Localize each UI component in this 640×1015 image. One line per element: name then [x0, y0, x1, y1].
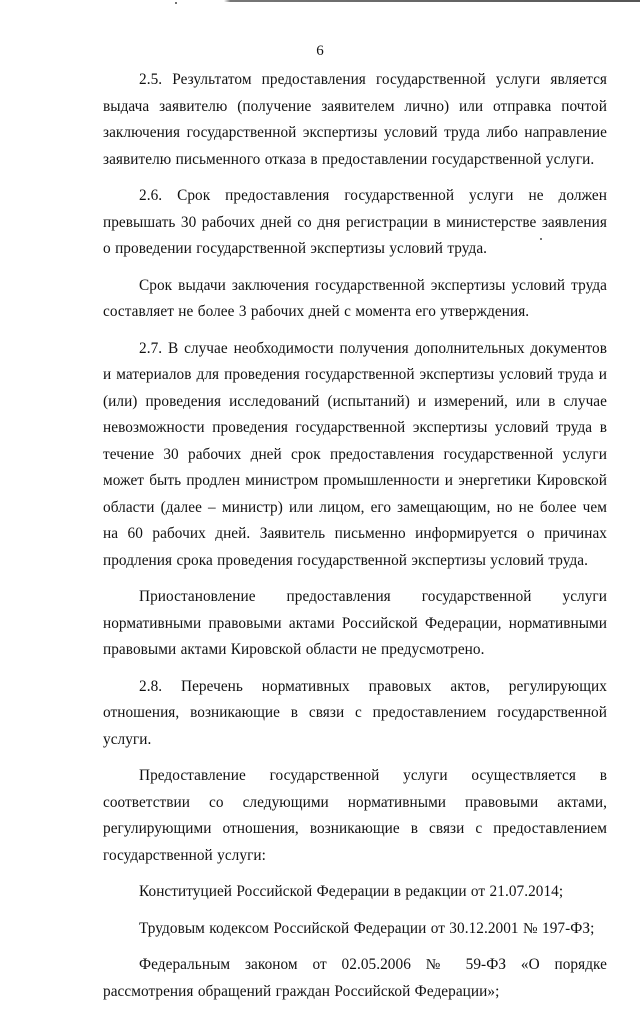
paragraph-labor-code: Трудовым кодексом Российской Федерации от 30.12.2001 № 197-ФЗ; [139, 919, 595, 937]
paragraph-constitution: Конституцией Российской Федерации в редакции от 21.07.2014; [139, 883, 564, 900]
paragraph-2-7: 2.7. В случае необходимости получения дополнительных документов и материалов для проведения государственной экспертизы условий труда и (или) проведения исследований (испытаний) и измерений, или в случае невозможности проведения государственной экспертизы условий труда в течение 30 рабочих дней срок предоставления государственной услуги может быть продлен министром промышленности и энергетики Кировской области (далее – министр) или лицом, его замещающим, но не более чем на 60 рабочих дней. Заявитель письменно информируется о причинах продления срока проведения государственной экспертизы условий труда. [103, 339, 607, 569]
scan-speck [175, 2, 177, 4]
paragraph-legal-basis: Предоставление государственной услуги осуществляется в соответствии со следующими нормативными правовыми актами, регулирующими отношения, возникающие в связи с предоставлением государственной услуги: [103, 767, 607, 864]
paragraph-2-8: 2.8. Перечень нормативных правовых актов, регулирующих отношения, возникающие в связи с предоставлением государственной услуги. [103, 677, 607, 748]
paragraph-issue-term: Срок выдачи заключения государственной экспертизы условий труда составляет не более 3 рабочих дней с момента его утверждения. [103, 276, 607, 320]
paragraph-2-6: 2.6. Срок предоставления государственной услуги не должен превышать 30 рабочих дней со дня регистрации в министерстве заявления о проведении государственной экспертизы условий труда. [103, 187, 607, 257]
paragraph-suspension: Приостановление предоставления государственной услуги нормативными правовыми актами Российской Федерации, нормативными правовыми актами Кировской области не предусмотрено. [103, 588, 607, 658]
scan-top-edge [0, 0, 640, 2]
paragraph-federal-law: Федеральным законом от 02.05.2006 № 59-ФЗ «О порядке рассмотрения обращений граждан Российской Федерации»; [103, 956, 607, 1000]
page-number: 6 [316, 43, 324, 59]
document-body [103, 67, 607, 1015]
paragraph-2-5: 2.5. Результатом предоставления государственной услуги является выдача заявителю (получение заявителем лично) или отправка почтой заключения государственной экспертизы условий труда либо направление заявителю письменного отказа в предоставлении государственной услуги. [103, 71, 607, 168]
